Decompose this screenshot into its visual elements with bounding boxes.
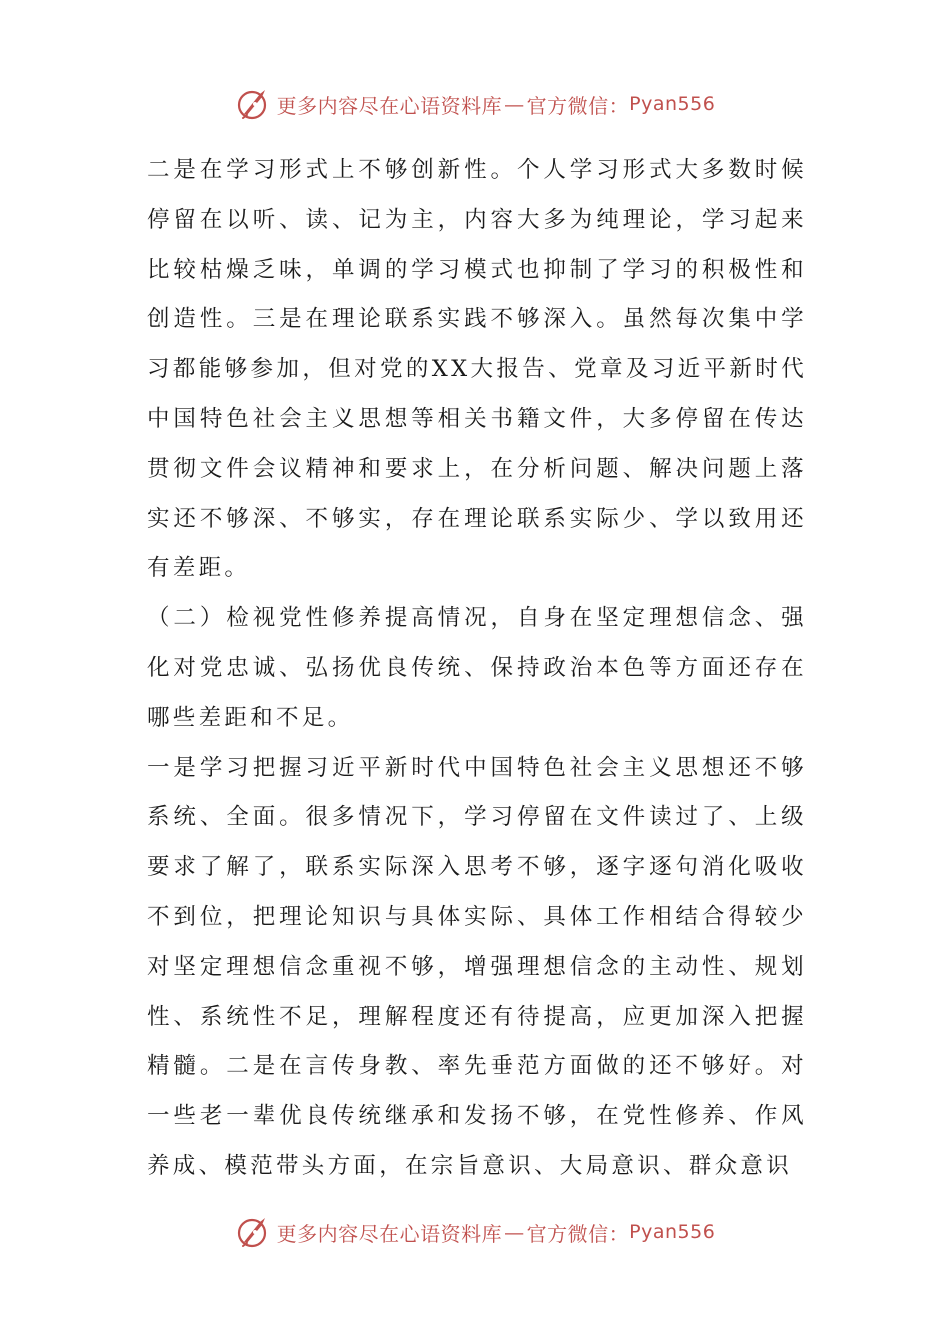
banner-wechat-label: 官方微信： xyxy=(526,1221,630,1246)
banner-brand-text: 更多内容尽在心语资料库 xyxy=(276,93,503,118)
paragraph-3: 一是学习把握习近平新时代中国特色社会主义思想还不够系统、全面。很多情况下，学习停留在文件读过了、上级要求了解了，联系实际深入思考不够，逐字逐句消化吸收不到位，把理论知识与具体实际、具体工作相结合得较少对坚定理想信念重视不够，增强理想信念的主动性、规划性、系统性不足，理解程度还有待提高，应更加深入把握精髓。二是在言传身教、率先垂范方面做的还不够好。对一些老一辈优良传统继承和发扬不够，在党性修养、作风养成、模范带头方面，在宗旨意识、大局意识、群众意识 xyxy=(147,754,807,1179)
header-banner xyxy=(0,82,950,126)
banner-separator: — xyxy=(504,1220,525,1244)
banner-brand-text: 更多内容尽在心语资料库 xyxy=(276,1221,503,1246)
banner-separator: — xyxy=(504,92,525,116)
banner-wechat-label: 官方微信： xyxy=(526,93,630,118)
quill-pen-logo-icon xyxy=(235,1214,271,1250)
document-body xyxy=(147,146,807,1192)
banner-wechat-id: Pyan556 xyxy=(629,93,716,115)
banner-wechat-id: Pyan556 xyxy=(629,1221,716,1243)
footer-banner xyxy=(0,1210,950,1254)
paragraph-1: 二是在学习形式上不够创新性。个人学习形式大多数时候停留在以听、读、记为主，内容大多为纯理论，学习起来比较枯燥乏味，单调的学习模式也抑制了学习的积极性和创造性。三是在理论联系实践不够深入。虽然每次集中学习都能够参加，但对党的XX大报告、党章及习近平新时代中国特色社会主义思想等相关书籍文件，大多停留在传达贯彻文件会议精神和要求上，在分析问题、解决问题上落实还不够深、不够实，存在理论联系实际少、学以致用还有差距。 xyxy=(147,157,807,582)
paragraph-2: （二）检视党性修养提高情况，自身在坚定理想信念、强化对党忠诚、弘扬优良传统、保持政治本色等方面还存在哪些差距和不足。 xyxy=(147,605,807,731)
quill-pen-logo-icon xyxy=(235,86,271,122)
